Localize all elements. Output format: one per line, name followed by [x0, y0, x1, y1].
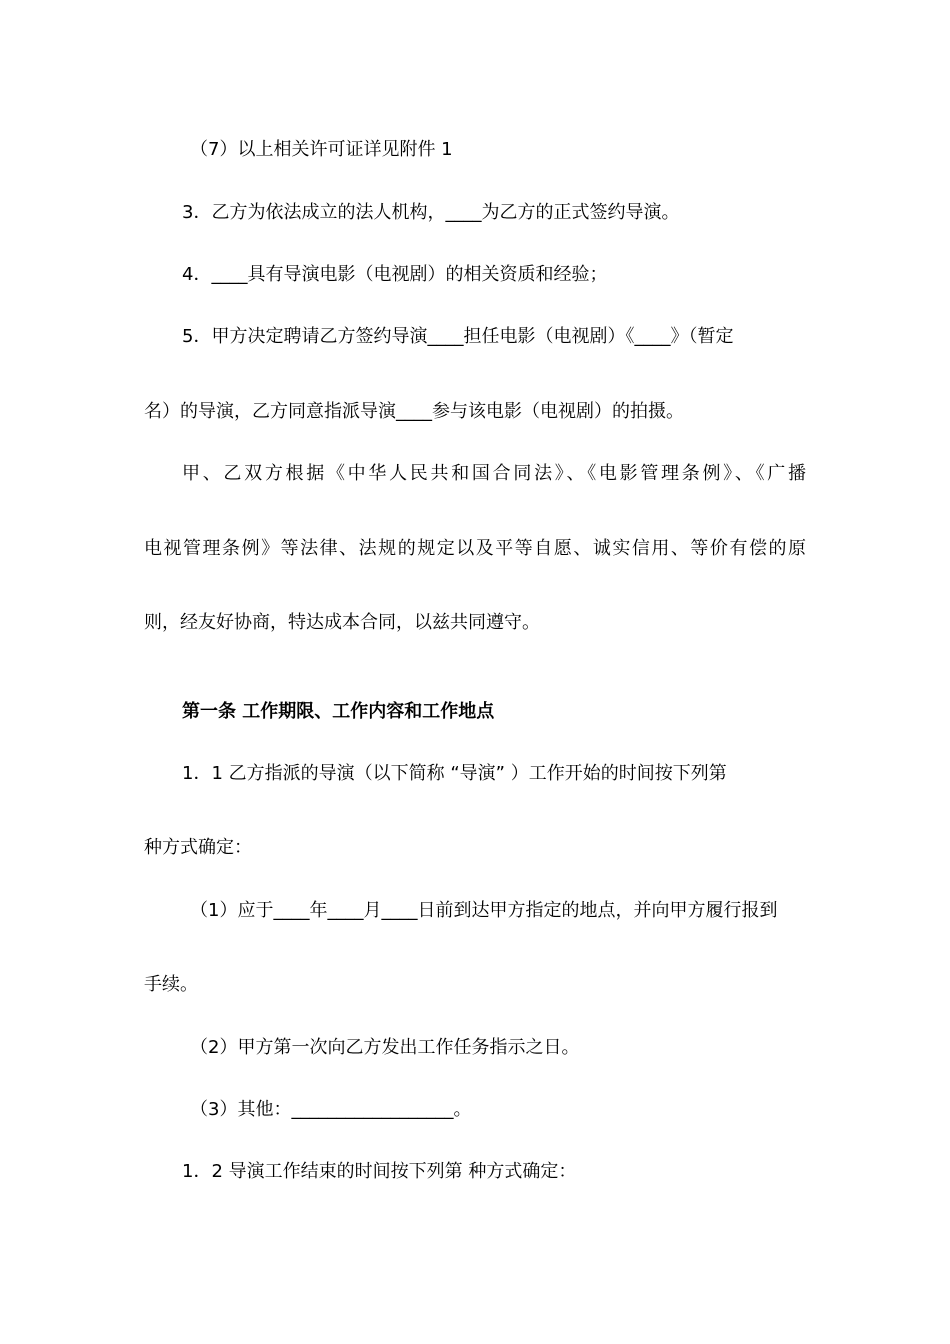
article-1-heading: 第一条 工作期限、工作内容和工作地点 [182, 701, 495, 722]
clause-license-note: （7）以上相关许可证详见附件 1 [190, 139, 453, 160]
clause-5-line-1: 5．甲方决定聘请乙方签约导演____担任电影（电视剧）《____》（暂定 [182, 326, 734, 347]
option-3: （3）其他：__________________。 [190, 1099, 472, 1120]
clause-3: 3．乙方为依法成立的法人机构，____为乙方的正式签约导演。 [182, 202, 680, 223]
clause-1-1-line-2: 种方式确定： [144, 837, 252, 858]
option-2: （2）甲方第一次向乙方发出工作任务指示之日。 [190, 1037, 580, 1058]
preamble-line-3: 则，经友好协商，特达成本合同，以兹共同遵守。 [144, 612, 540, 633]
option-1-line-2: 手续。 [144, 974, 198, 995]
clause-5-line-2: 名）的导演，乙方同意指派导演____参与该电影（电视剧）的拍摄。 [144, 401, 684, 422]
preamble-line-2: 电视管理条例》等法律、法规的规定以及平等自愿、诚实信用、等价有偿的原 [144, 538, 806, 559]
preamble-line-1: 甲、乙双方根据《中华人民共和国合同法》、《电影管理条例》、《广播 [182, 463, 806, 484]
clause-1-2: 1．2 导演工作结束的时间按下列第 种方式确定： [182, 1161, 577, 1182]
option-1-line-1: （1）应于____年____月____日前到达甲方指定的地点，并向甲方履行报到 [190, 900, 778, 921]
clause-4: 4．____具有导演电影（电视剧）的相关资质和经验； [182, 264, 608, 285]
clause-1-1-line-1: 1．1 乙方指派的导演（以下简称 “导演” ）工作开始的时间按下列第 [182, 763, 727, 784]
